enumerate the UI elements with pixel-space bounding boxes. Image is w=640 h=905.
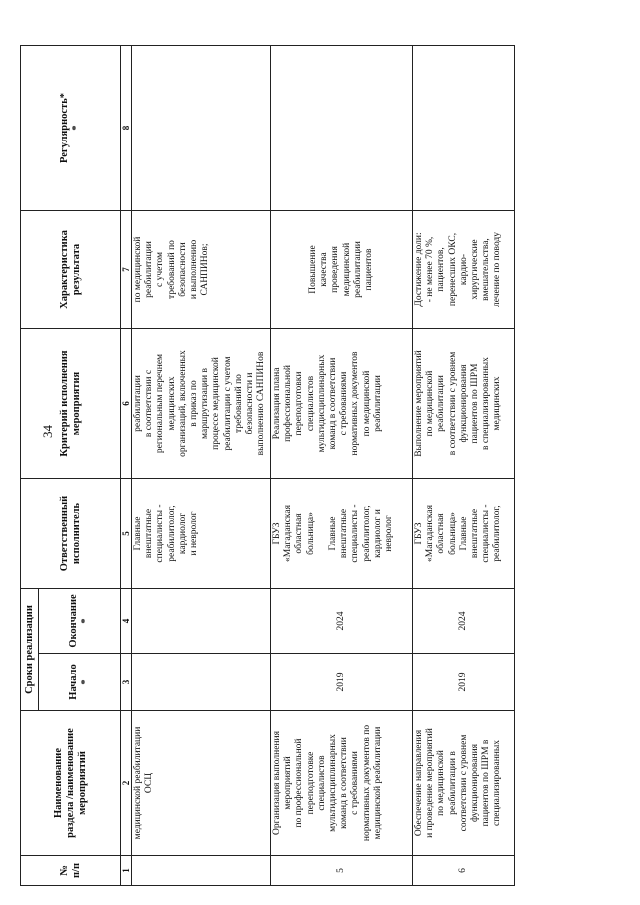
header-responsible: Ответственный исполнитель [21, 479, 121, 589]
row-number [132, 856, 271, 886]
activity-name: Организация выполнения мероприятий по профессиональной переподготовке специалистов мультидисциплинарных команд в соответствии с требованиями нормативных документов по медицинской реабилитации [271, 711, 413, 856]
table-row [413, 46, 515, 886]
responsible: ГБУЗ «Магаданская областная больница» Главные внештатные специалисты - реабилитолог, [413, 479, 515, 589]
column-number: 6 [121, 329, 132, 479]
start-year [132, 654, 271, 711]
column-number: 8 [121, 46, 132, 211]
column-number: 7 [121, 211, 132, 329]
header-num: № п/п [21, 856, 121, 886]
column-number: 5 [121, 479, 132, 589]
header-criteria: Критерий исполнения мероприятия [21, 329, 121, 479]
regularity [132, 46, 271, 211]
row-number: 5 [271, 856, 413, 886]
responsible: Главные внештатные специалисты - реабилитолог, кардиолог и невролог [132, 479, 271, 589]
column-number: 3 [121, 654, 132, 711]
header-name: Наименование раздела /наименование мероприятий [21, 711, 121, 856]
column-number: 1 [121, 856, 132, 886]
header-end: Окончание * [39, 589, 121, 654]
criteria: Реализация плана профессиональной переподготовки специалистов мультидисциплинарных команд в соответствии с требованиями нормативных документов по медицинской реабилитации [271, 329, 413, 479]
column-number: 2 [121, 711, 132, 856]
start-year: 2019 [413, 654, 515, 711]
result: Достижение доли: - не менее 70 %, пациентов, перенесших ОКС, кардио- хирургические вмешательства, лечение по поводу [413, 211, 515, 329]
end-year: 2024 [271, 589, 413, 654]
column-number: 4 [121, 589, 132, 654]
criteria: реабилитации в соответствии с региональным перечнем медицинских организаций, включенных в приказ по маршрутизации в процессе медицинской реабилитации с учетом требований по безопасности и выполнению САНПИНов [132, 329, 271, 479]
activities-table [20, 45, 515, 886]
row-number: 6 [413, 856, 515, 886]
table-row [271, 46, 413, 886]
header-terms: Сроки реализации [21, 589, 39, 711]
result: Повышение качества проведения медицинской реабилитации пациентов [271, 211, 413, 329]
activity-name: Обеспечение направления и проведение мероприятий по медицинской реабилитации в соответствии с уровнем функционирования пациентов по ШРМ в специализированных [413, 711, 515, 856]
rotated-page-content [20, 46, 515, 886]
activity-name: медицинской реабилитации ОСЦ [132, 711, 271, 856]
regularity [413, 46, 515, 211]
header-start: Начало * [39, 654, 121, 711]
end-year: 2024 [413, 589, 515, 654]
responsible: ГБУЗ «Магаданская областная больница» Главные внештатные специалисты - реабилитолог, кардиолог и невролог [271, 479, 413, 589]
header-row-1 [21, 46, 39, 886]
end-year [132, 589, 271, 654]
header-result: Характеристика результата [21, 211, 121, 329]
header-regularity: Регулярность* * [21, 46, 121, 211]
page-number: 34 [40, 425, 55, 438]
table-row [132, 46, 271, 886]
start-year: 2019 [271, 654, 413, 711]
column-number-row [121, 46, 132, 886]
regularity [271, 46, 413, 211]
result: по медицинской реабилитации с учетом требований по безопасности и выполнению САНПИНов; [132, 211, 271, 329]
criteria: Выполнение мероприятий по медицинской реабилитации в соответствии с уровнем функционирования пациентов по ШРМ в специализированных медицинских [413, 329, 515, 479]
